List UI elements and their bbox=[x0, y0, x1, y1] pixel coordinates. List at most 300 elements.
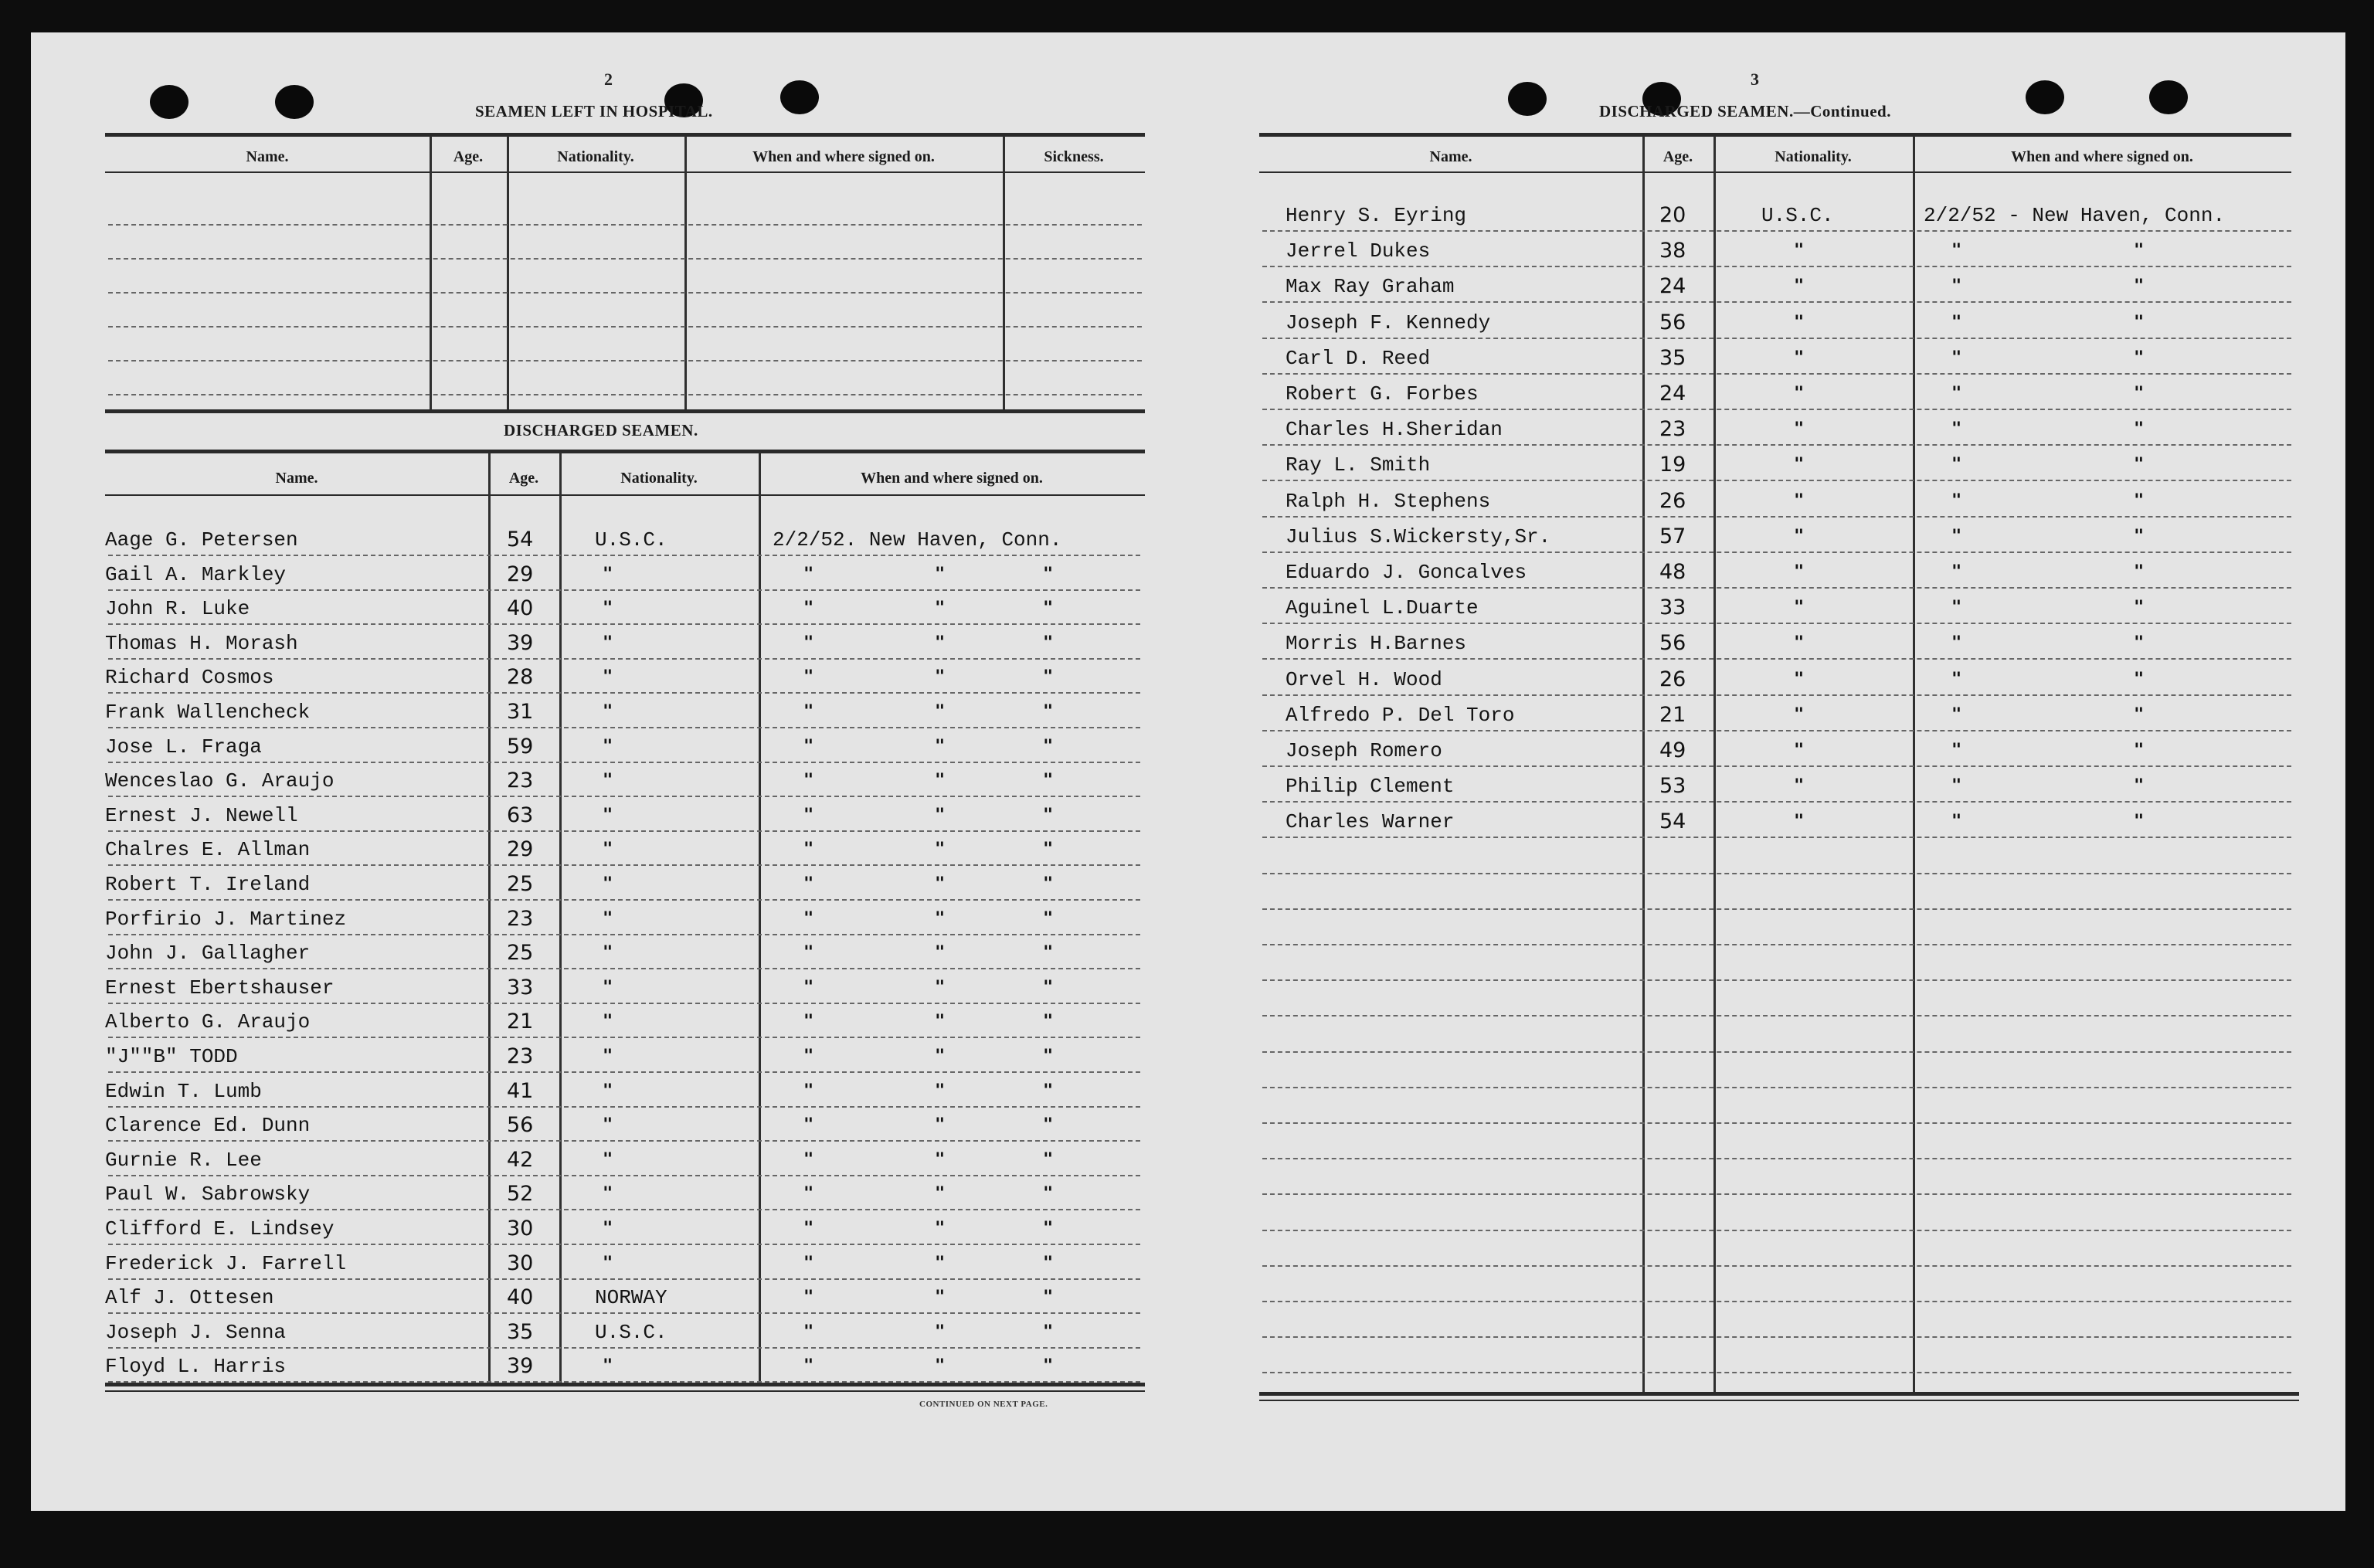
ditto-mark: " bbox=[1043, 1184, 1054, 1203]
seaman-nationality: " bbox=[603, 599, 613, 618]
row-line bbox=[108, 899, 1140, 901]
row-line bbox=[1262, 373, 2291, 375]
row-line bbox=[1262, 730, 2291, 731]
ditto-mark: " bbox=[2134, 776, 2145, 796]
row-line bbox=[108, 1140, 1140, 1142]
signed-on: 2/2/52 - New Haven, Conn. bbox=[1924, 204, 2226, 227]
row-line bbox=[1262, 873, 2291, 874]
seaman-age: 40 bbox=[507, 596, 534, 620]
ditto-mark: " bbox=[803, 1288, 814, 1307]
seaman-age: 41 bbox=[507, 1079, 534, 1103]
seaman-nationality: " bbox=[1794, 348, 1805, 368]
ditto-mark: " bbox=[1951, 705, 1962, 725]
row-line bbox=[1262, 409, 2291, 410]
ditto-mark: " bbox=[1951, 277, 1962, 296]
seaman-nationality: " bbox=[1794, 384, 1805, 403]
seaman-nationality: " bbox=[603, 874, 613, 894]
row-line bbox=[1262, 480, 2291, 481]
ditto-mark: " bbox=[2134, 598, 2145, 617]
row-line bbox=[1262, 623, 2291, 624]
ditto-mark: " bbox=[1951, 562, 1962, 582]
seaman-nationality: " bbox=[603, 565, 613, 584]
ditto-mark: " bbox=[2134, 241, 2145, 260]
seaman-name: Robert T. Ireland bbox=[105, 873, 311, 896]
ditto-mark: " bbox=[1951, 598, 1962, 617]
row-line bbox=[1262, 1051, 2291, 1053]
ditto-mark: " bbox=[803, 599, 814, 618]
ditto-mark: " bbox=[1043, 1219, 1054, 1238]
ditto-mark: " bbox=[1951, 633, 1962, 653]
seaman-nationality: " bbox=[603, 702, 613, 721]
ditto-mark: " bbox=[1043, 702, 1054, 721]
seaman-name: Aage G. Petersen bbox=[105, 528, 298, 552]
row-line bbox=[1262, 587, 2291, 589]
right-bottom-rule bbox=[1259, 1392, 2299, 1396]
seaman-age: 24 bbox=[1659, 274, 1686, 298]
row-line bbox=[108, 1003, 1140, 1004]
ditto-mark: " bbox=[2134, 705, 2145, 725]
row-line bbox=[1262, 837, 2291, 838]
seaman-nationality: " bbox=[1794, 313, 1805, 332]
hospital-header-rule bbox=[105, 171, 1145, 173]
row-line bbox=[1262, 301, 2291, 303]
discharged-col-header: Age. bbox=[508, 470, 539, 487]
seaman-age: 56 bbox=[1659, 311, 1686, 334]
ditto-mark: " bbox=[803, 909, 814, 928]
row-line bbox=[1262, 266, 2291, 267]
row-line bbox=[1262, 1230, 2291, 1231]
ditto-mark: " bbox=[1951, 812, 1962, 831]
row-line bbox=[1262, 694, 2291, 696]
ditto-mark: " bbox=[935, 565, 946, 584]
seaman-age: 29 bbox=[507, 837, 534, 861]
seaman-nationality: " bbox=[603, 1184, 613, 1203]
seaman-nationality: " bbox=[603, 943, 613, 962]
seaman-nationality: " bbox=[1794, 562, 1805, 582]
ditto-mark: " bbox=[935, 1081, 946, 1101]
row-line bbox=[1262, 1122, 2291, 1124]
seaman-nationality: NORWAY bbox=[595, 1286, 667, 1309]
seaman-age: 59 bbox=[507, 735, 534, 759]
ditto-mark: " bbox=[1951, 419, 1962, 439]
ditto-mark: " bbox=[935, 840, 946, 859]
hospital-row-line bbox=[108, 360, 1142, 361]
ditto-mark: " bbox=[935, 943, 946, 962]
ditto-mark: " bbox=[803, 771, 814, 790]
ditto-mark: " bbox=[935, 702, 946, 721]
ditto-mark: " bbox=[803, 1081, 814, 1101]
right-col-header: Name. bbox=[1429, 148, 1472, 165]
seaman-name: Ray L. Smith bbox=[1285, 453, 1431, 477]
ditto-mark: " bbox=[1043, 1047, 1054, 1066]
ditto-mark: " bbox=[803, 874, 814, 894]
seaman-age: 38 bbox=[1659, 239, 1686, 263]
ditto-mark: " bbox=[2134, 562, 2145, 582]
seaman-nationality: " bbox=[603, 806, 613, 825]
seaman-nationality: U.S.C. bbox=[1761, 204, 1834, 227]
hospital-col-divider bbox=[1003, 136, 1005, 409]
seaman-nationality: " bbox=[603, 771, 613, 790]
row-line bbox=[108, 658, 1140, 660]
seaman-age: 24 bbox=[1659, 382, 1686, 406]
right-header-rule bbox=[1259, 171, 2291, 173]
ditto-mark: " bbox=[803, 667, 814, 687]
document-page bbox=[31, 32, 2345, 1511]
seaman-age: 39 bbox=[507, 1354, 534, 1378]
seaman-nationality: " bbox=[1794, 419, 1805, 439]
seaman-name: Jose L. Fraga bbox=[105, 735, 262, 759]
seaman-age: 42 bbox=[507, 1148, 534, 1172]
row-line bbox=[1262, 979, 2291, 981]
seaman-age: 57 bbox=[1659, 524, 1686, 548]
seaman-nationality: " bbox=[1794, 527, 1805, 546]
ditto-mark: " bbox=[1043, 737, 1054, 756]
ditto-mark: " bbox=[803, 1322, 814, 1342]
ditto-mark: " bbox=[935, 1322, 946, 1342]
ditto-mark: " bbox=[935, 667, 946, 687]
seaman-age: 54 bbox=[507, 528, 534, 552]
ditto-mark: " bbox=[1043, 909, 1054, 928]
seaman-age: 23 bbox=[507, 1044, 534, 1068]
seaman-age: 35 bbox=[507, 1320, 534, 1344]
ditto-mark: " bbox=[803, 1254, 814, 1273]
ditto-mark: " bbox=[1043, 1012, 1054, 1031]
seaman-name: Orvel H. Wood bbox=[1285, 668, 1442, 691]
row-line bbox=[108, 1175, 1140, 1176]
seaman-nationality: " bbox=[603, 1219, 613, 1238]
ditto-mark: " bbox=[803, 943, 814, 962]
punch-hole bbox=[2026, 80, 2064, 114]
ditto-mark: " bbox=[1043, 943, 1054, 962]
seaman-age: 19 bbox=[1659, 453, 1686, 477]
ditto-mark: " bbox=[1951, 670, 1962, 689]
seaman-age: 52 bbox=[507, 1182, 534, 1206]
row-line bbox=[108, 727, 1140, 728]
seaman-name: Thomas H. Morash bbox=[105, 632, 298, 655]
ditto-mark: " bbox=[1951, 776, 1962, 796]
ditto-mark: " bbox=[2134, 812, 2145, 831]
row-line bbox=[108, 1244, 1140, 1245]
ditto-mark: " bbox=[935, 1219, 946, 1238]
ditto-mark: " bbox=[935, 909, 946, 928]
ditto-mark: " bbox=[935, 599, 946, 618]
seaman-name: John J. Gallagher bbox=[105, 942, 311, 965]
punch-hole bbox=[150, 85, 188, 119]
seaman-nationality: " bbox=[603, 1012, 613, 1031]
ditto-mark: " bbox=[2134, 277, 2145, 296]
seaman-age: 30 bbox=[507, 1251, 534, 1275]
ditto-mark: " bbox=[2134, 670, 2145, 689]
discharged-section-title: DISCHARGED SEAMEN. bbox=[504, 421, 698, 440]
ditto-mark: " bbox=[935, 737, 946, 756]
seaman-age: 25 bbox=[507, 941, 534, 965]
seaman-name: Frank Wallencheck bbox=[105, 701, 311, 724]
ditto-mark: " bbox=[1043, 1288, 1054, 1307]
row-line bbox=[108, 796, 1140, 797]
ditto-mark: " bbox=[1043, 633, 1054, 653]
row-line bbox=[1262, 765, 2291, 767]
seaman-name: Edwin T. Lumb bbox=[105, 1080, 262, 1103]
seaman-name: Aguinel L.Duarte bbox=[1285, 596, 1479, 619]
row-line bbox=[1262, 1193, 2291, 1195]
hospital-row-line bbox=[108, 224, 1142, 226]
seaman-age: 23 bbox=[1659, 417, 1686, 441]
ditto-mark: " bbox=[803, 1047, 814, 1066]
seaman-age: 54 bbox=[1659, 809, 1686, 833]
ditto-mark: " bbox=[1043, 840, 1054, 859]
ditto-mark: " bbox=[803, 702, 814, 721]
ditto-mark: " bbox=[935, 633, 946, 653]
seaman-nationality: " bbox=[1794, 705, 1805, 725]
ditto-mark: " bbox=[1951, 241, 1962, 260]
ditto-mark: " bbox=[1043, 1150, 1054, 1169]
discharged-top-rule bbox=[105, 450, 1145, 453]
seaman-nationality: " bbox=[603, 1115, 613, 1135]
seaman-name: Robert G. Forbes bbox=[1285, 382, 1479, 406]
seaman-name: Wenceslao G. Araujo bbox=[105, 769, 335, 792]
row-line bbox=[108, 1347, 1140, 1349]
ditto-mark: " bbox=[935, 771, 946, 790]
discharged-bottom-rule bbox=[105, 1383, 1145, 1386]
row-line bbox=[108, 589, 1140, 591]
seaman-name: Ralph H. Stephens bbox=[1285, 490, 1491, 513]
ditto-mark: " bbox=[1043, 1356, 1054, 1376]
seaman-name: Clifford E. Lindsey bbox=[105, 1217, 335, 1240]
row-line bbox=[108, 555, 1140, 556]
seaman-nationality: " bbox=[603, 909, 613, 928]
seaman-age: 40 bbox=[507, 1285, 534, 1309]
row-line bbox=[108, 1037, 1140, 1038]
seaman-age: 30 bbox=[507, 1217, 534, 1240]
seaman-nationality: " bbox=[603, 1254, 613, 1273]
punch-hole bbox=[2149, 80, 2188, 114]
ditto-mark: " bbox=[935, 1150, 946, 1169]
row-line bbox=[108, 1106, 1140, 1108]
ditto-mark: " bbox=[935, 806, 946, 825]
ditto-mark: " bbox=[1951, 348, 1962, 368]
ditto-mark: " bbox=[2134, 527, 2145, 546]
ditto-mark: " bbox=[803, 1219, 814, 1238]
seaman-name: Floyd L. Harris bbox=[105, 1355, 287, 1378]
seaman-name: Charles H.Sheridan bbox=[1285, 418, 1503, 441]
seaman-age: 35 bbox=[1659, 346, 1686, 370]
row-line bbox=[1262, 1265, 2291, 1267]
seaman-age: 31 bbox=[507, 700, 534, 724]
seaman-age: 26 bbox=[1659, 489, 1686, 513]
ditto-mark: " bbox=[803, 806, 814, 825]
row-line bbox=[1262, 552, 2291, 553]
row-line bbox=[1262, 908, 2291, 910]
ditto-mark: " bbox=[1043, 874, 1054, 894]
seaman-nationality: " bbox=[1794, 670, 1805, 689]
seaman-name: "J""B" TODD bbox=[105, 1045, 238, 1068]
ditto-mark: " bbox=[935, 1288, 946, 1307]
seaman-name: Julius S.Wickersty,Sr. bbox=[1285, 525, 1551, 548]
row-line bbox=[1262, 230, 2291, 232]
seaman-age: 26 bbox=[1659, 667, 1686, 691]
seaman-name: Max Ray Graham bbox=[1285, 275, 1455, 298]
seaman-name: Henry S. Eyring bbox=[1285, 204, 1467, 227]
ditto-mark: " bbox=[1043, 1081, 1054, 1101]
right-top-rule bbox=[1259, 133, 2291, 137]
ditto-mark: " bbox=[935, 1254, 946, 1273]
seaman-nationality: " bbox=[1794, 598, 1805, 617]
ditto-mark: " bbox=[1043, 771, 1054, 790]
ditto-mark: " bbox=[1951, 455, 1962, 474]
seaman-nationality: " bbox=[603, 737, 613, 756]
seaman-age: 25 bbox=[507, 872, 534, 896]
seaman-age: 49 bbox=[1659, 738, 1686, 762]
seaman-name: Paul W. Sabrowsky bbox=[105, 1183, 311, 1206]
seaman-name: Porfirio J. Martinez bbox=[105, 908, 347, 931]
ditto-mark: " bbox=[1043, 667, 1054, 687]
seaman-age: 23 bbox=[507, 769, 534, 792]
ditto-mark: " bbox=[803, 633, 814, 653]
seaman-nationality: " bbox=[1794, 241, 1805, 260]
row-line bbox=[1262, 1158, 2291, 1159]
row-line bbox=[1262, 1372, 2291, 1373]
ditto-mark: " bbox=[2134, 419, 2145, 439]
seaman-nationality: " bbox=[603, 1081, 613, 1101]
seaman-age: 53 bbox=[1659, 774, 1686, 798]
row-line bbox=[108, 1278, 1140, 1280]
ditto-mark: " bbox=[803, 1184, 814, 1203]
hospital-col-divider bbox=[507, 136, 509, 409]
row-line bbox=[1262, 1301, 2291, 1302]
seaman-nationality: " bbox=[1794, 812, 1805, 831]
ditto-mark: " bbox=[935, 1115, 946, 1135]
ditto-mark: " bbox=[1951, 527, 1962, 546]
discharged-header-rule bbox=[105, 494, 1145, 496]
ditto-mark: " bbox=[2134, 633, 2145, 653]
row-line bbox=[1262, 801, 2291, 803]
seaman-nationality: " bbox=[1794, 741, 1805, 760]
ditto-mark: " bbox=[803, 737, 814, 756]
hospital-col-divider bbox=[684, 136, 687, 409]
row-line bbox=[108, 864, 1140, 866]
seaman-nationality: " bbox=[603, 1047, 613, 1066]
hospital-section-title: SEAMEN LEFT IN HOSPITAL. bbox=[475, 102, 713, 120]
row-line bbox=[1262, 1336, 2291, 1338]
row-line bbox=[108, 1071, 1140, 1073]
row-line bbox=[1262, 1087, 2291, 1088]
seaman-name: Alberto G. Araujo bbox=[105, 1010, 311, 1033]
seaman-nationality: U.S.C. bbox=[595, 1321, 667, 1344]
ditto-mark: " bbox=[1951, 741, 1962, 760]
seaman-name: Joseph Romero bbox=[1285, 739, 1442, 762]
ditto-mark: " bbox=[935, 1047, 946, 1066]
hospital-col-header: When and where signed on. bbox=[752, 148, 935, 165]
seaman-nationality: " bbox=[1794, 491, 1805, 511]
right-section-title: DISCHARGED SEAMEN.—Continued. bbox=[1599, 102, 1891, 120]
ditto-mark: " bbox=[935, 1356, 946, 1376]
ditto-mark: " bbox=[1043, 599, 1054, 618]
row-line bbox=[108, 762, 1140, 763]
ditto-mark: " bbox=[1043, 565, 1054, 584]
seaman-nationality: " bbox=[1794, 633, 1805, 653]
row-line bbox=[1262, 516, 2291, 518]
seaman-name: Joseph F. Kennedy bbox=[1285, 311, 1491, 334]
ditto-mark: " bbox=[803, 840, 814, 859]
discharged-col-header: Name. bbox=[275, 470, 318, 487]
seaman-nationality: " bbox=[603, 840, 613, 859]
seaman-name: Richard Cosmos bbox=[105, 666, 274, 689]
ditto-mark: " bbox=[803, 1150, 814, 1169]
punch-hole bbox=[1508, 82, 1547, 116]
seaman-name: Alf J. Ottesen bbox=[105, 1286, 274, 1309]
continued-note: CONTINUED ON NEXT PAGE. bbox=[919, 1400, 1048, 1409]
seaman-nationality: " bbox=[1794, 277, 1805, 296]
ditto-mark: " bbox=[1951, 384, 1962, 403]
ditto-mark: " bbox=[935, 874, 946, 894]
right-col-header: When and where signed on. bbox=[2011, 148, 2193, 165]
seaman-name: Gurnie R. Lee bbox=[105, 1149, 262, 1172]
ditto-mark: " bbox=[1951, 491, 1962, 511]
hospital-row-line bbox=[108, 292, 1142, 294]
seaman-age: 48 bbox=[1659, 560, 1686, 584]
seaman-age: 39 bbox=[507, 631, 534, 655]
page-number-left: 2 bbox=[604, 70, 613, 89]
discharged-col-header: Nationality. bbox=[620, 470, 698, 487]
hospital-row-line bbox=[108, 326, 1142, 328]
ditto-mark: " bbox=[803, 1012, 814, 1031]
seaman-age: 63 bbox=[507, 803, 534, 827]
row-line bbox=[1262, 444, 2291, 446]
ditto-mark: " bbox=[2134, 455, 2145, 474]
ditto-mark: " bbox=[803, 1115, 814, 1135]
seaman-name: Charles Warner bbox=[1285, 810, 1455, 833]
ditto-mark: " bbox=[1043, 806, 1054, 825]
ditto-mark: " bbox=[2134, 384, 2145, 403]
signed-on: 2/2/52. New Haven, Conn. bbox=[773, 528, 1062, 552]
seaman-nationality: " bbox=[1794, 776, 1805, 796]
seaman-nationality: " bbox=[603, 1150, 613, 1169]
ditto-mark: " bbox=[2134, 313, 2145, 332]
ditto-mark: " bbox=[803, 565, 814, 584]
row-line bbox=[108, 934, 1140, 935]
ditto-mark: " bbox=[1043, 1115, 1054, 1135]
hospital-col-header: Nationality. bbox=[557, 148, 634, 165]
seaman-name: John R. Luke bbox=[105, 597, 250, 620]
right-col-header: Age. bbox=[1662, 148, 1693, 165]
seaman-nationality: U.S.C. bbox=[595, 528, 667, 552]
seaman-name: Ernest J. Newell bbox=[105, 804, 298, 827]
ditto-mark: " bbox=[935, 978, 946, 997]
row-line bbox=[108, 623, 1140, 625]
row-line bbox=[1262, 1015, 2291, 1016]
hospital-col-header: Sickness. bbox=[1044, 148, 1104, 165]
ditto-mark: " bbox=[1043, 1254, 1054, 1273]
seaman-name: Eduardo J. Goncalves bbox=[1285, 561, 1527, 584]
hospital-row-line bbox=[108, 394, 1142, 395]
discharged-col-header: When and where signed on. bbox=[861, 470, 1043, 487]
seaman-age: 23 bbox=[507, 907, 534, 931]
row-line bbox=[108, 1312, 1140, 1314]
seaman-name: Philip Clement bbox=[1285, 775, 1455, 798]
seaman-name: Alfredo P. Del Toro bbox=[1285, 704, 1515, 727]
hospital-col-divider bbox=[430, 136, 432, 409]
seaman-nationality: " bbox=[603, 633, 613, 653]
seaman-name: Joseph J. Senna bbox=[105, 1321, 287, 1344]
ditto-mark: " bbox=[1043, 978, 1054, 997]
seaman-age: 21 bbox=[507, 1010, 534, 1033]
seaman-nationality: " bbox=[603, 978, 613, 997]
ditto-mark: " bbox=[1951, 313, 1962, 332]
ditto-mark: " bbox=[2134, 348, 2145, 368]
ditto-mark: " bbox=[803, 978, 814, 997]
seaman-age: 28 bbox=[507, 665, 534, 689]
seaman-name: Jerrel Dukes bbox=[1285, 239, 1431, 263]
